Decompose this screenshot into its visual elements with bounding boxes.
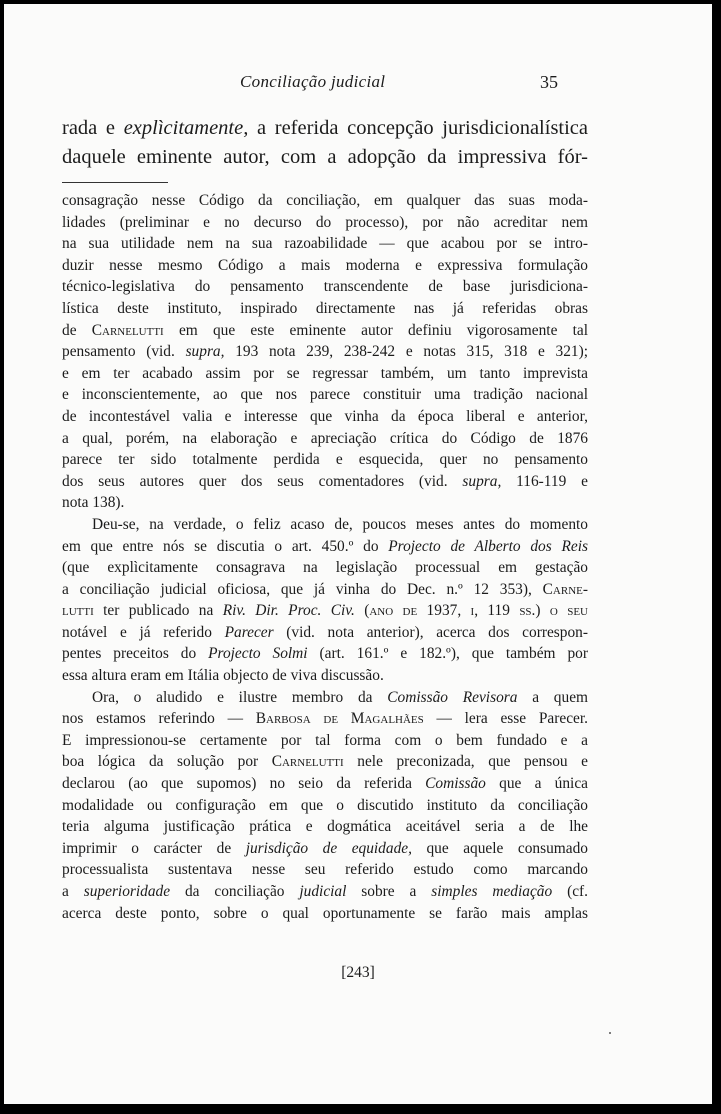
text-line: rada e explìcitamente, a referida concepção jurisdicionalística: [62, 117, 589, 139]
scan-speck: [609, 1032, 611, 1034]
text-line: nota 138).: [62, 494, 125, 512]
text-line: E impressionou-se certamente por tal forma com o bem fundado e a: [62, 731, 588, 749]
text-line: a superioridade da conciliação judicial sobre a simples mediação (cf.: [62, 883, 588, 900]
text-line: teria alguma justificação prática e dogmática aceitável seria a de lhe: [62, 818, 588, 836]
text-line: lística deste instituto, inspirado directamente nas já referidas obras: [62, 299, 588, 317]
text-line: e em ter acabado assim por se regressar também, um tanto imprevista: [62, 364, 588, 382]
text-line: duzir nesse mesmo Código a mais moderna e expressiva formulação: [62, 256, 588, 274]
text-line: nos estamos referindo — Barbosa de Magalhães — lera esse Parecer.: [62, 710, 588, 728]
text-line: lutti ter publicado na Riv. Dir. Proc. Civ. (ano de 1937, i, 119 ss.) o seu: [62, 602, 588, 620]
footnote-paragraph: [62, 514, 588, 687]
book-page: [4, 4, 712, 1104]
folio: [243]: [341, 964, 375, 981]
running-head: [4, 72, 712, 96]
text-line: em que entre nós se discutia o art. 450.º do Projecto de Alberto dos Reis: [62, 537, 588, 555]
text-line: dos seus autores quer dos seus comentadores (vid. supra, 116-119 e: [62, 472, 588, 490]
text-line: na sua utilidade nem na sua razoabilidade — que acabou por se intro-: [62, 235, 588, 253]
footnote-paragraph: [62, 190, 588, 514]
text-line: a conciliação judicial oficiosa, que já vinha do Dec. n.º 12 353), Carne-: [62, 580, 588, 598]
text-line: parece ter sido totalmente perdida e esquecida, quer no pensamento: [62, 451, 588, 469]
text-line: declarou (ao que supomos) no seio da referida Comissão que a única: [62, 775, 588, 793]
text-line: boa lógica da solução por Carnelutti nele preconizada, que pensou e: [62, 753, 589, 771]
text-line: Deu-se, na verdade, o feliz acaso de, poucos meses antes do momento: [92, 515, 588, 533]
footnote: [62, 190, 588, 924]
text-line: de Carnelutti em que este eminente autor definiu vigorosamente tal: [62, 321, 588, 339]
text-line: daquele eminente autor, com a adopção da impressiva fór-: [62, 146, 588, 168]
text-line: de incontestável valia e interesse que vinha da época liberal e anterior,: [62, 407, 588, 425]
text-line: acerca deste ponto, sobre o qual oportunamente se farão mais amplas: [62, 904, 588, 922]
text-line: processualista sustentava nesse seu referido estudo como marcando: [62, 861, 588, 879]
text-line: técnico-legislativa do pensamento transcendente de base jurisdiciona-: [62, 278, 588, 296]
text-line: a qual, porém, na elaboração e apreciação crítica do Código de 1876: [62, 429, 588, 447]
text-line: pentes preceitos do Projecto Solmi (art. 161.º e 182.º), que também por: [62, 645, 588, 663]
text-line: modalidade ou configuração em que o discutido instituto da conciliação: [62, 796, 588, 814]
text-line: imprimir o carácter de jurisdição de equidade, que aquele consumado: [62, 839, 588, 857]
text-line: pensamento (vid. supra, 193 nota 239, 238-242 e notas 315, 318 e 321);: [62, 343, 588, 361]
text-line: (que explìcitamente consagrava na legislação processual em gestação: [62, 559, 588, 577]
running-title: Conciliação judicial: [240, 72, 386, 91]
footnote-paragraph: [62, 687, 588, 925]
page-number: 35: [540, 72, 558, 92]
main-text: [62, 114, 588, 172]
text-line: essa altura eram em Itália objecto de viva discussão.: [62, 667, 384, 685]
text-line: consagração nesse Código da conciliação, em qualquer das suas moda-: [62, 192, 588, 209]
text-line: notável e já referido Parecer (vid. nota anterior), acerca dos correspon-: [62, 623, 588, 641]
text-line: lidades (preliminar e no decurso do processo), por não acreditar nem: [62, 213, 588, 231]
footnote-rule: [62, 182, 168, 183]
text-line: e inconscientemente, ao que nos parece constituir uma tradição nacional: [62, 386, 588, 404]
text-line: Ora, o aludido e ilustre membro da Comissão Revisora a quem: [92, 688, 589, 706]
